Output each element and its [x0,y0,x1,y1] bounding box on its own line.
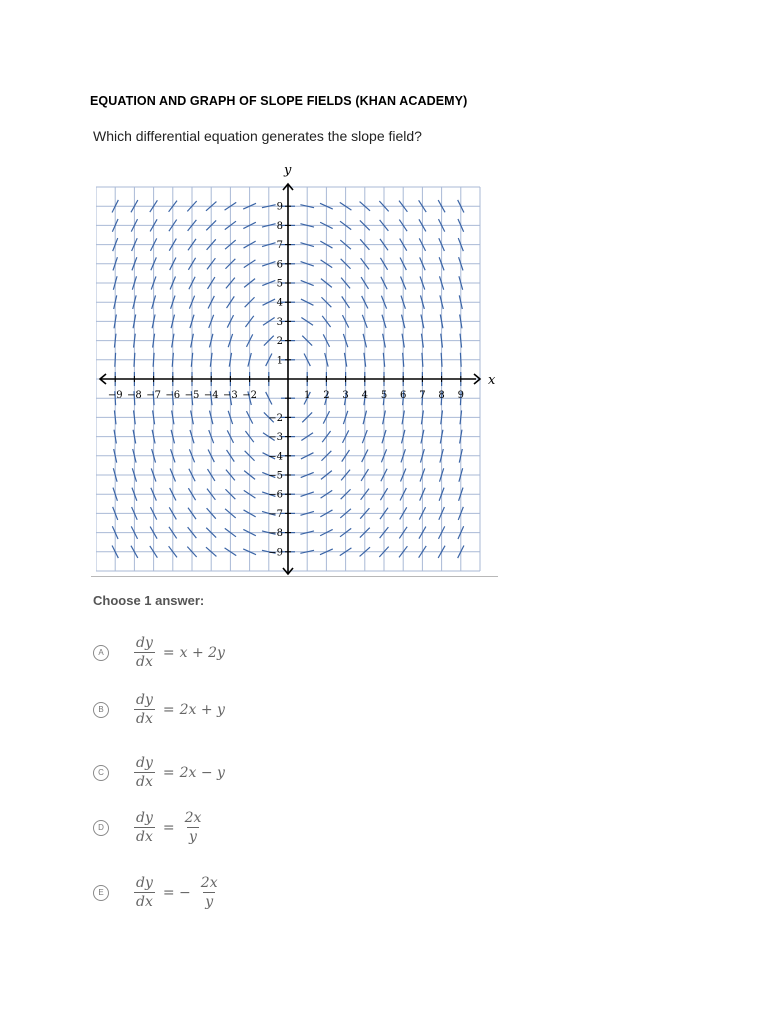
y-tick-label: 4 [276,297,283,309]
equals-sign: = [162,819,175,836]
choice-e-rhs-numerator: 2x [200,875,218,891]
x-tick-label: −7 [146,390,161,401]
choice-d[interactable] [93,810,206,845]
y-tick-label: −9 [268,547,283,559]
choice-a-radio[interactable]: A [93,645,109,661]
slope-field-svg [96,158,496,578]
slope-segment [460,410,462,424]
x-tick-label: 4 [361,390,368,401]
x-axis-label: x [488,373,496,388]
x-tick-label: 6 [400,390,407,401]
x-tick-label: −8 [127,390,142,401]
choice-d-rhs-denominator: y [189,829,197,845]
choice-b-radio[interactable]: B [93,702,109,718]
x-tick-label: −6 [165,390,181,401]
choice-c[interactable] [93,755,225,790]
choice-c-radio[interactable]: C [93,765,109,781]
choice-a-equation [131,635,225,670]
choice-c-equation [131,755,225,790]
choice-a[interactable] [93,635,225,670]
y-tick-label: −3 [268,432,283,444]
y-tick-label: 6 [276,259,283,271]
choice-b-equation [131,692,225,727]
slope-segment [115,353,116,367]
slope-segment [114,410,116,424]
y-tick-label: 5 [276,278,283,290]
x-tick-label: 7 [419,390,426,401]
slope-field-graph [96,158,496,583]
question-text: Which differential equation generates the slope field? [93,128,422,144]
dy-label: dy [136,810,153,826]
slope-segment [460,353,461,367]
dx-label: dx [136,829,153,845]
tick-labels [108,163,496,558]
x-tick-label: 9 [457,390,464,401]
x-tick-label: 3 [342,390,349,401]
choice-e-equation [131,875,223,910]
choose-label: Choose 1 answer: [93,593,205,608]
y-tick-label: 2 [276,336,283,348]
choice-e[interactable] [93,875,223,910]
y-tick-label: −7 [268,508,283,520]
equals-sign: = [162,701,175,718]
x-tick-label: −4 [203,390,219,401]
y-tick-label: −5 [268,470,283,482]
dy-label: dy [136,635,153,651]
choice-e-rhs-denominator: y [205,894,214,910]
choice-d-radio[interactable]: D [93,820,109,836]
x-tick-label: −3 [223,390,238,401]
dy-label: dy [136,692,153,708]
x-tick-label: −9 [107,390,123,401]
y-tick-label: 7 [276,240,283,252]
y-tick-label: 9 [276,201,283,213]
choice-b[interactable] [93,692,225,727]
choice-d-equation [131,810,206,845]
dx-label: dx [136,654,153,670]
y-tick-label: 1 [276,355,283,367]
x-tick-label: −5 [184,390,200,401]
divider [91,576,498,577]
x-tick-label: 2 [323,390,330,401]
x-tick-label: 5 [380,390,388,401]
y-tick-label: −2 [268,412,283,424]
choice-b-rhs: 2x + y [179,701,225,718]
choice-c-rhs: 2x − y [179,764,225,781]
dy-label: dy [136,875,153,891]
y-axis-label: y [284,163,292,178]
choice-a-rhs: x + 2y [179,644,225,661]
dy-label: dy [136,755,153,771]
x-tick-label: −2 [242,390,257,401]
y-tick-label: −6 [268,489,283,501]
equals-sign: = − [162,884,191,901]
choice-d-rhs-numerator: 2x [184,810,202,826]
x-tick-label: 8 [438,390,445,401]
y-tick-label: −8 [268,528,283,540]
choice-e-radio[interactable]: E [93,885,109,901]
equals-sign: = [162,764,175,781]
dx-label: dx [136,711,153,727]
page-title: EQUATION AND GRAPH OF SLOPE FIELDS (KHAN ACADEMY) [90,94,468,108]
y-tick-label: 3 [276,316,283,328]
x-tick-label: 1 [304,390,311,401]
dx-label: dx [136,774,153,790]
slope-segment [460,334,462,348]
axes [100,184,480,574]
slope-segment [114,334,116,348]
y-tick-label: 8 [276,220,283,232]
equals-sign: = [162,644,175,661]
y-tick-label: −4 [268,451,283,463]
dx-label: dx [136,894,153,910]
